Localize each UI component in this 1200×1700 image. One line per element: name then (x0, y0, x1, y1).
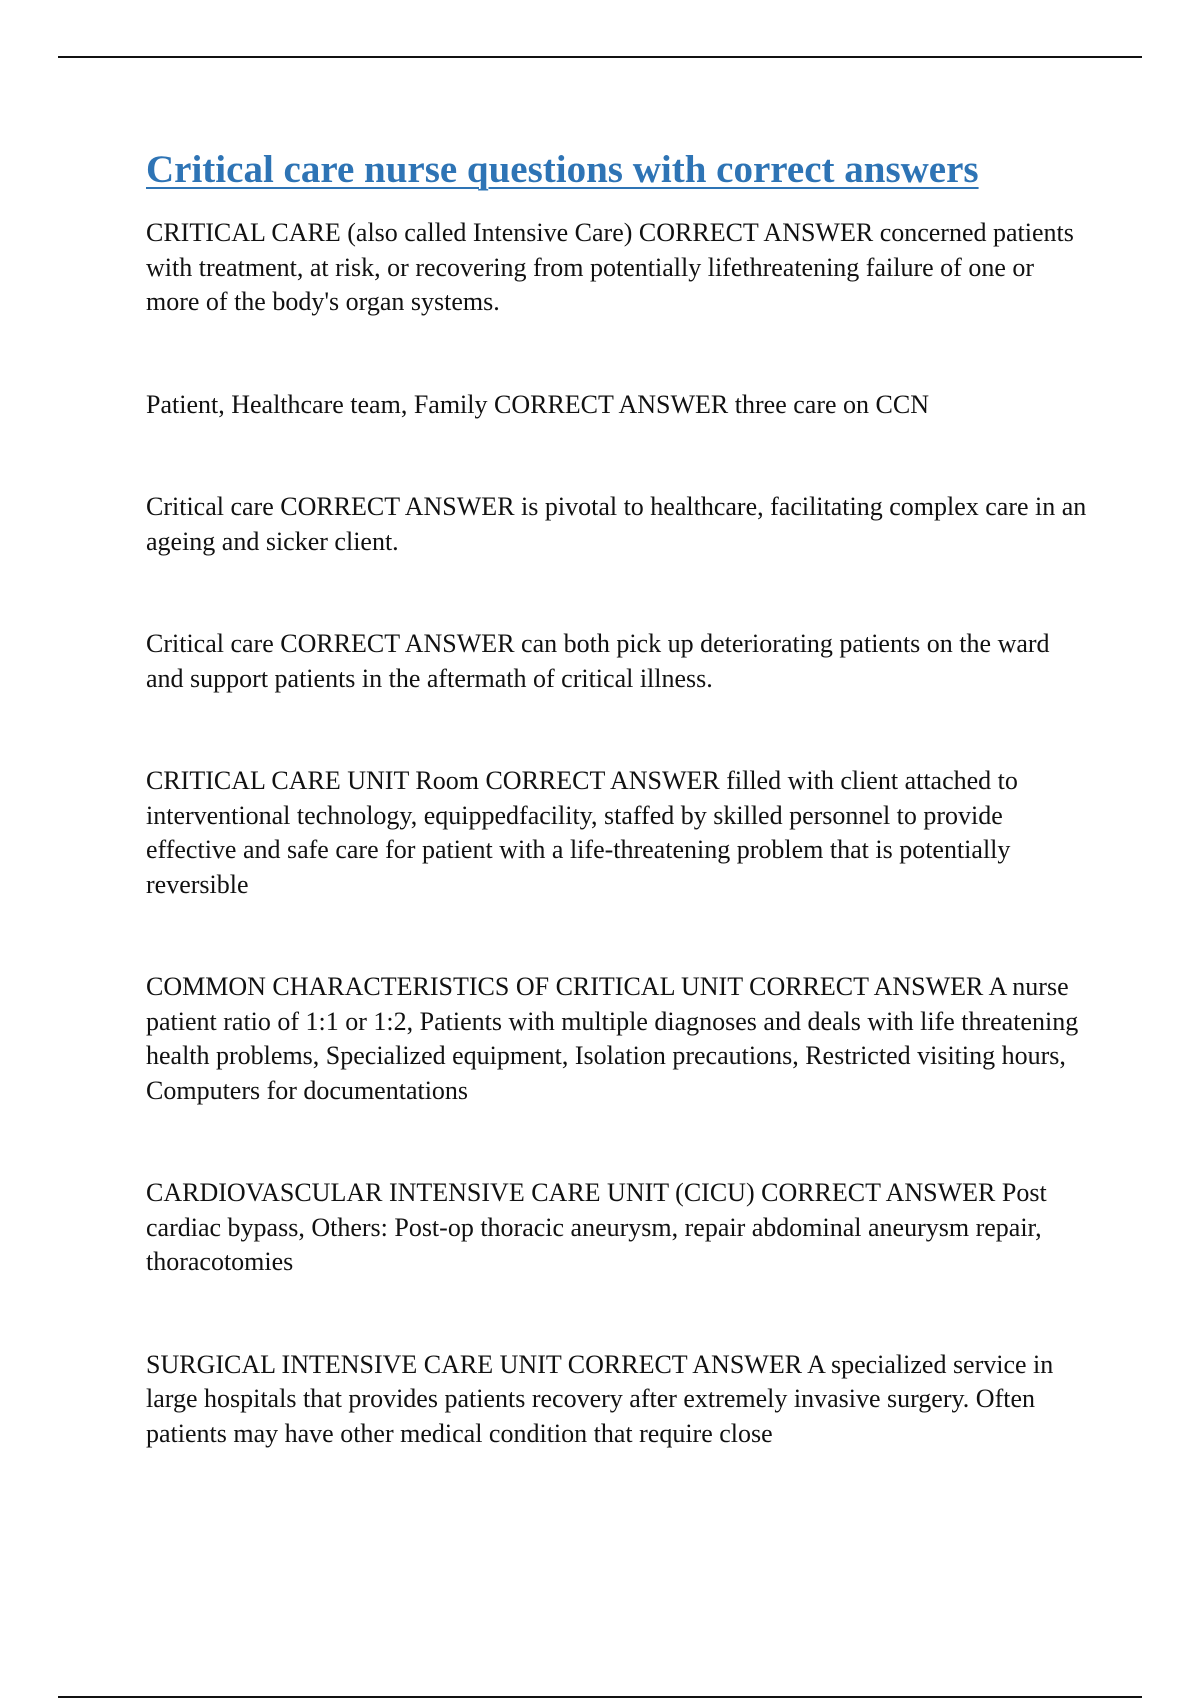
qa-entry: COMMON CHARACTERISTICS OF CRITICAL UNIT CORRECT ANSWER A nurse patient ratio of 1:1 or 1:2, Patients with multiple diagnoses and deals with life threatening health problems, Specialized equipment, Isolation precautions, Restricted visiting hours, Computers for documentations (146, 972, 1079, 1105)
header-rule (58, 56, 1142, 58)
qa-entry: Critical care CORRECT ANSWER can both pick up deteriorating patients on the ward and support patients in the aftermath of critical illness. (146, 629, 1050, 693)
footer-rule (58, 1696, 1142, 1698)
document-body (146, 146, 1090, 1519)
qa-entry: SURGICAL INTENSIVE CARE UNIT CORRECT ANSWER A specialized service in large hospitals that provides patients recovery after extremely invasive surgery. Often patients may have other medical condition that require close (146, 1349, 1054, 1448)
qa-entry: CRITICAL CARE UNIT Room CORRECT ANSWER filled with client attached to interventional technology, equippedfacility, staffed by skilled personnel to provide effective and safe care for patient with a life-threatening problem that is potentially reversible (146, 766, 1018, 899)
qa-entry: CARDIOVASCULAR INTENSIVE CARE UNIT (CICU) CORRECT ANSWER Post cardiac bypass, Others: Post-op thoracic aneurysm, repair abdominal aneurysm repair, thoracotomies (146, 1178, 1047, 1276)
qa-entry: CRITICAL CARE (also called Intensive Care) CORRECT ANSWER concerned patients with treatment, at risk, or recovering from potentially lifethreatening failure of one or more of the body's organ systems. (146, 218, 1074, 316)
qa-entry: Patient, Healthcare team, Family CORRECT ANSWER three care on CCN (146, 389, 929, 419)
qa-entry: Critical care CORRECT ANSWER is pivotal to healthcare, facilitating complex care in an ageing and sicker client. (146, 492, 1087, 556)
document-title: Critical care nurse questions with correct answers (146, 148, 979, 191)
